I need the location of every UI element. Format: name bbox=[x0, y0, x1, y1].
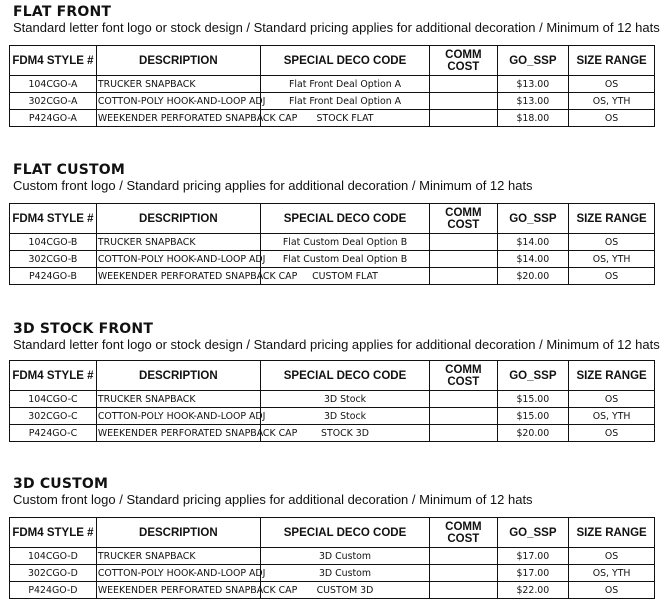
size-range-header: SIZE RANGE bbox=[569, 361, 655, 391]
comm-cost-cell bbox=[430, 582, 497, 599]
style-cell: P424GO-D bbox=[10, 582, 97, 599]
style-cell: 104CGO-D bbox=[10, 548, 97, 565]
deco-code-cell: 3D Custom bbox=[260, 548, 429, 565]
description-cell: COTTON-POLY HOOK-AND-LOOP ADJ bbox=[96, 251, 260, 268]
deco-code-cell: 3D Stock bbox=[260, 408, 429, 425]
pricing-table bbox=[9, 517, 655, 599]
comm-cost-header: COMM COST bbox=[430, 361, 497, 391]
description-header: DESCRIPTION bbox=[96, 204, 260, 234]
style-cell: 104CGO-C bbox=[10, 391, 97, 408]
go-ssp-cell: $20.00 bbox=[497, 268, 569, 285]
table-row bbox=[10, 268, 655, 285]
description-cell: TRUCKER SNAPBACK bbox=[96, 76, 260, 93]
description-header: DESCRIPTION bbox=[96, 361, 260, 391]
go-ssp-cell: $17.00 bbox=[497, 548, 569, 565]
style-cell: P424GO-C bbox=[10, 425, 97, 442]
table-row bbox=[10, 110, 655, 127]
style-header: FDM4 STYLE # bbox=[10, 518, 97, 548]
table-row bbox=[10, 234, 655, 251]
go-ssp-cell: $14.00 bbox=[497, 234, 569, 251]
comm-cost-cell bbox=[430, 408, 497, 425]
table-row bbox=[10, 93, 655, 110]
table-row bbox=[10, 582, 655, 599]
deco-code-header: SPECIAL DECO CODE bbox=[260, 361, 429, 391]
section-subtitle: Standard letter font logo or stock design / Standard pricing applies for additional decoration / Minimum of 12 hats bbox=[13, 20, 660, 35]
description-cell: COTTON-POLY HOOK-AND-LOOP ADJ bbox=[96, 565, 260, 582]
comm-cost-header: COMM COST bbox=[430, 518, 497, 548]
comm-cost-cell bbox=[430, 251, 497, 268]
description-cell: WEEKENDER PERFORATED SNAPBACK CAP bbox=[96, 110, 260, 127]
go-ssp-cell: $17.00 bbox=[497, 565, 569, 582]
deco-code-cell: Flat Custom Deal Option B bbox=[260, 251, 429, 268]
comm-cost-header: COMM COST bbox=[430, 204, 497, 234]
go-ssp-cell: $15.00 bbox=[497, 391, 569, 408]
comm-cost-cell bbox=[430, 93, 497, 110]
style-cell: P424GO-A bbox=[10, 110, 97, 127]
pricing-table bbox=[9, 203, 655, 285]
description-cell: TRUCKER SNAPBACK bbox=[96, 391, 260, 408]
go-ssp-cell: $14.00 bbox=[497, 251, 569, 268]
description-cell: TRUCKER SNAPBACK bbox=[96, 548, 260, 565]
style-cell: P424GO-B bbox=[10, 268, 97, 285]
description-cell: WEEKENDER PERFORATED SNAPBACK CAP bbox=[96, 268, 260, 285]
comm-cost-cell bbox=[430, 425, 497, 442]
deco-code-cell: Flat Custom Deal Option B bbox=[260, 234, 429, 251]
table-header-row bbox=[10, 361, 655, 391]
size-range-cell: OS bbox=[569, 234, 655, 251]
table-row bbox=[10, 251, 655, 268]
deco-code-header: SPECIAL DECO CODE bbox=[260, 46, 429, 76]
go-ssp-cell: $13.00 bbox=[497, 93, 569, 110]
deco-code-header: SPECIAL DECO CODE bbox=[260, 518, 429, 548]
description-cell: COTTON-POLY HOOK-AND-LOOP ADJ bbox=[96, 408, 260, 425]
deco-code-cell: CUSTOM FLAT bbox=[260, 268, 429, 285]
table-header-row bbox=[10, 204, 655, 234]
deco-code-cell: 3D Custom bbox=[260, 565, 429, 582]
style-cell: 302CGO-D bbox=[10, 565, 97, 582]
go-ssp-cell: $22.00 bbox=[497, 582, 569, 599]
description-cell: WEEKENDER PERFORATED SNAPBACK CAP bbox=[96, 425, 260, 442]
deco-code-cell: STOCK 3D bbox=[260, 425, 429, 442]
table-row bbox=[10, 565, 655, 582]
comm-cost-cell bbox=[430, 565, 497, 582]
style-cell: 302CGO-C bbox=[10, 408, 97, 425]
go-ssp-header: GO_SSP bbox=[497, 46, 569, 76]
section-title: FLAT FRONT bbox=[13, 4, 112, 20]
go-ssp-header: GO_SSP bbox=[497, 361, 569, 391]
size-range-cell: OS bbox=[569, 76, 655, 93]
comm-cost-cell bbox=[430, 268, 497, 285]
deco-code-cell: CUSTOM 3D bbox=[260, 582, 429, 599]
section-title: 3D CUSTOM bbox=[13, 476, 109, 492]
deco-code-cell: Flat Front Deal Option A bbox=[260, 93, 429, 110]
comm-cost-cell bbox=[430, 110, 497, 127]
style-cell: 104CGO-A bbox=[10, 76, 97, 93]
comm-cost-cell bbox=[430, 548, 497, 565]
table-row bbox=[10, 408, 655, 425]
size-range-cell: OS, YTH bbox=[569, 565, 655, 582]
style-cell: 104CGO-B bbox=[10, 234, 97, 251]
size-range-header: SIZE RANGE bbox=[569, 46, 655, 76]
deco-code-cell: STOCK FLAT bbox=[260, 110, 429, 127]
comm-cost-cell bbox=[430, 391, 497, 408]
style-header: FDM4 STYLE # bbox=[10, 46, 97, 76]
go-ssp-cell: $18.00 bbox=[497, 110, 569, 127]
size-range-cell: OS bbox=[569, 110, 655, 127]
description-header: DESCRIPTION bbox=[96, 518, 260, 548]
description-header: DESCRIPTION bbox=[96, 46, 260, 76]
comm-cost-header: COMM COST bbox=[430, 46, 497, 76]
size-range-header: SIZE RANGE bbox=[569, 518, 655, 548]
go-ssp-cell: $15.00 bbox=[497, 408, 569, 425]
table-row bbox=[10, 391, 655, 408]
deco-code-cell: 3D Stock bbox=[260, 391, 429, 408]
section-subtitle: Custom front logo / Standard pricing applies for additional decoration / Minimum of 12 hats bbox=[13, 178, 533, 193]
style-cell: 302CGO-B bbox=[10, 251, 97, 268]
table-row bbox=[10, 548, 655, 565]
table-header-row bbox=[10, 518, 655, 548]
size-range-cell: OS, YTH bbox=[569, 93, 655, 110]
style-header: FDM4 STYLE # bbox=[10, 204, 97, 234]
go-ssp-header: GO_SSP bbox=[497, 518, 569, 548]
size-range-cell: OS bbox=[569, 548, 655, 565]
deco-code-header: SPECIAL DECO CODE bbox=[260, 204, 429, 234]
comm-cost-cell bbox=[430, 76, 497, 93]
table-row bbox=[10, 76, 655, 93]
comm-cost-cell bbox=[430, 234, 497, 251]
table-row bbox=[10, 425, 655, 442]
size-range-cell: OS bbox=[569, 391, 655, 408]
go-ssp-cell: $20.00 bbox=[497, 425, 569, 442]
section-subtitle: Custom front logo / Standard pricing applies for additional decoration / Minimum of 12 hats bbox=[13, 492, 533, 507]
section-title: FLAT CUSTOM bbox=[13, 162, 125, 178]
size-range-cell: OS, YTH bbox=[569, 251, 655, 268]
style-header: FDM4 STYLE # bbox=[10, 361, 97, 391]
section-title: 3D STOCK FRONT bbox=[13, 321, 154, 337]
table-header-row bbox=[10, 46, 655, 76]
pricing-table bbox=[9, 360, 655, 442]
description-cell: COTTON-POLY HOOK-AND-LOOP ADJ bbox=[96, 93, 260, 110]
description-cell: WEEKENDER PERFORATED SNAPBACK CAP bbox=[96, 582, 260, 599]
go-ssp-cell: $13.00 bbox=[497, 76, 569, 93]
go-ssp-header: GO_SSP bbox=[497, 204, 569, 234]
deco-code-cell: Flat Front Deal Option A bbox=[260, 76, 429, 93]
pricing-table bbox=[9, 45, 655, 127]
description-cell: TRUCKER SNAPBACK bbox=[96, 234, 260, 251]
size-range-cell: OS bbox=[569, 582, 655, 599]
size-range-cell: OS bbox=[569, 425, 655, 442]
size-range-cell: OS, YTH bbox=[569, 408, 655, 425]
size-range-cell: OS bbox=[569, 268, 655, 285]
style-cell: 302CGO-A bbox=[10, 93, 97, 110]
section-subtitle: Standard letter font logo or stock design / Standard pricing applies for additional decoration / Minimum of 12 hats bbox=[13, 337, 660, 352]
size-range-header: SIZE RANGE bbox=[569, 204, 655, 234]
